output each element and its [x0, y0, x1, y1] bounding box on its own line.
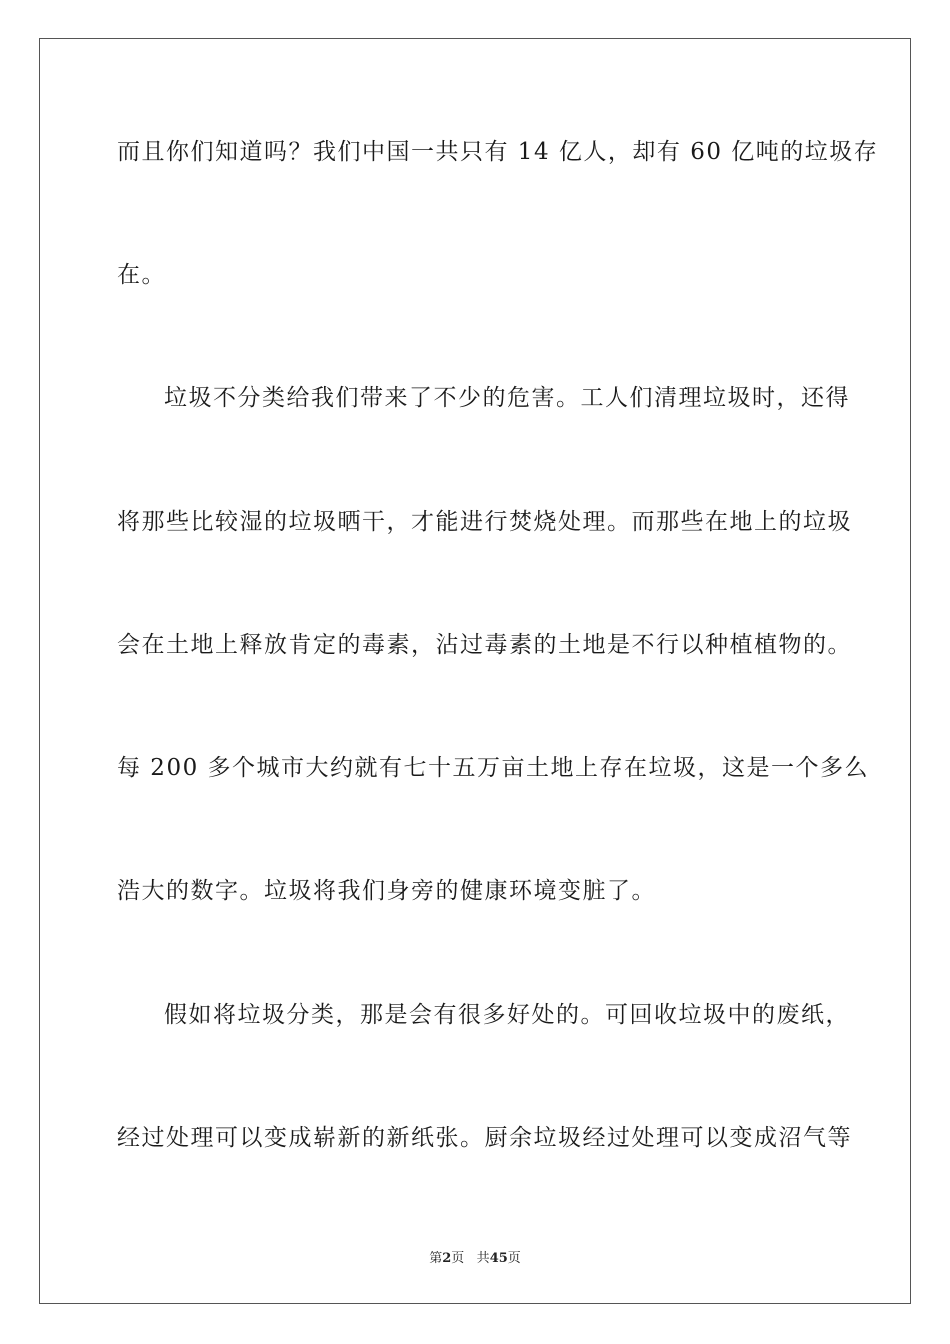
page-number: 2: [442, 1251, 452, 1266]
total-pages: 45: [489, 1251, 508, 1266]
paragraph-first-line: 假如将垃圾分类，那是会有很多好处的。可回收垃圾中的废纸，: [164, 1002, 850, 1028]
page-prefix: 第: [429, 1251, 443, 1266]
page-footer: [0, 1247, 950, 1266]
text-line: 而且你们知道吗？我们中国一共只有 14 亿人，却有 60 亿吨的垃圾存: [117, 139, 879, 165]
text-line: 每 200 多个城市大约就有七十五万亩土地上存在垃圾，这是一个多么: [117, 755, 870, 781]
page-border: [39, 38, 911, 1304]
text-line: 浩大的数字。垃圾将我们身旁的健康环境变脏了。: [117, 878, 656, 904]
text-line: 在。: [117, 262, 166, 288]
text-line: 会在土地上释放肯定的毒素，沾过毒素的土地是不行以种植植物的。: [117, 632, 852, 658]
paragraph-first-line: 垃圾不分类给我们带来了不少的危害。工人们清理垃圾时，还得: [164, 385, 850, 411]
text-line: 将那些比较湿的垃圾晒干，才能进行焚烧处理。而那些在地上的垃圾: [117, 509, 852, 535]
total-suffix: 页: [507, 1251, 521, 1266]
page-suffix: 页: [451, 1251, 465, 1266]
total-prefix: 共: [476, 1251, 490, 1266]
text-line: 经过处理可以变成崭新的新纸张。厨余垃圾经过处理可以变成沼气等: [117, 1125, 852, 1151]
